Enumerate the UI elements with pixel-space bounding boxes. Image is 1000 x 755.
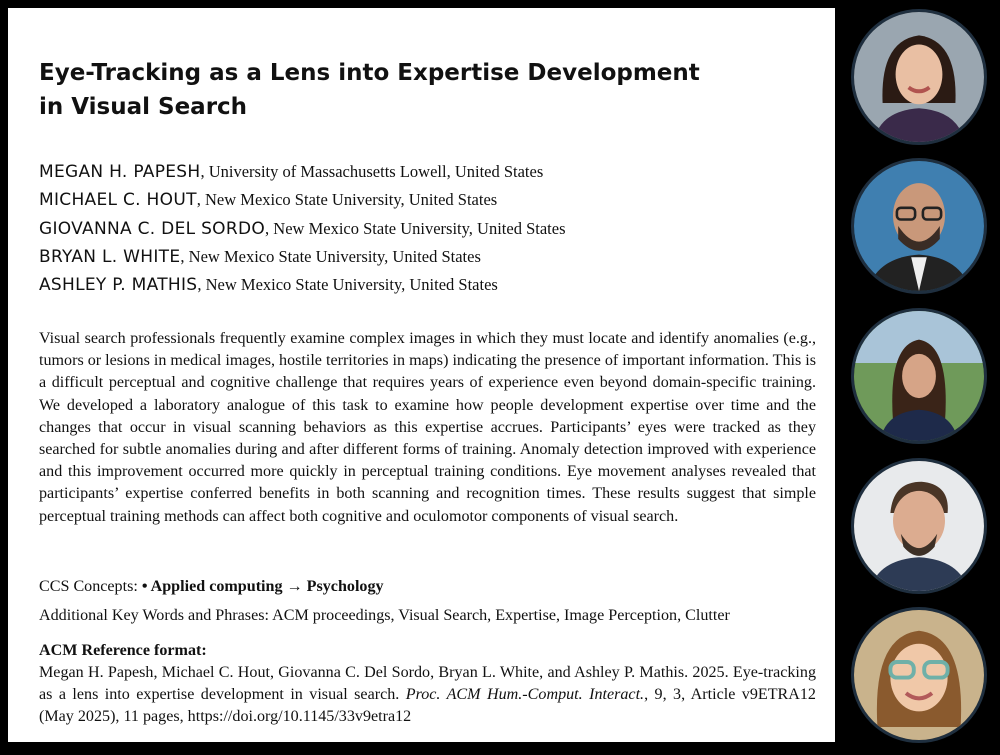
author-affiliation: , New Mexico State University, United States bbox=[265, 218, 566, 238]
author-name: GIOVANNA C. DEL SORDO bbox=[39, 218, 266, 239]
author-entry bbox=[39, 243, 819, 271]
title-line-1: Eye-Tracking as a Lens into Expertise Development bbox=[39, 60, 700, 86]
author-entry bbox=[39, 215, 819, 243]
reference-text bbox=[39, 662, 816, 729]
headshot-photo-3 bbox=[851, 308, 987, 444]
reference-heading: ACM Reference format: bbox=[39, 642, 207, 659]
author-entry bbox=[39, 186, 819, 214]
person-photo-icon bbox=[854, 161, 984, 291]
headshot-photo-1 bbox=[851, 9, 987, 145]
author-entry bbox=[39, 158, 819, 186]
person-photo-icon bbox=[854, 311, 984, 441]
reference-part-2: , 9, 3, Article v9ETRA12 (May 2025), 11 pages, https://doi.org/10.1145/33v9etra12 bbox=[39, 686, 816, 726]
reference-journal: Proc. ACM Hum.-Comput. Interact. bbox=[405, 686, 645, 704]
abstract-text: Visual search professionals frequently examine complex images in which they must locate and identify anomalies (e.g., tumors or lesions in medical images, hostile territories in maps) indicating the presence of important information. This is a difficult perceptual and cognitive challenge that requires years of experience even beyond domain-specific training. We developed a laboratory analogue of this task to examine how people development expertise over time and the changes that occur in visual scanning behaviors as this expertise accrues. Participants’ eyes were tracked as they searched for subtle anomalies during and after different forms of training. Anomaly detection improved with experience and this improvement occurred more quickly in perceptual training conditions. Eye movement analyses revealed that participants’ expertise conferred benefits in both scanning and recognition times. These results suggest that simple perceptual training methods can affect both cognitive and oculomotor components of visual search. bbox=[39, 330, 816, 525]
author-list bbox=[39, 158, 819, 299]
ccs-concepts bbox=[39, 578, 384, 596]
author-name: MICHAEL C. HOUT bbox=[39, 190, 197, 211]
paper-page bbox=[8, 8, 835, 742]
author-affiliation: , New Mexico State University, United States bbox=[197, 275, 498, 295]
keywords-line: Additional Key Words and Phrases: ACM proceedings, Visual Search, Expertise, Image Perception, Clutter bbox=[39, 607, 730, 624]
author-entry bbox=[39, 271, 819, 299]
person-photo-icon bbox=[854, 461, 984, 591]
reference-part-1: Megan H. Papesh, Michael C. Hout, Giovanna C. Del Sordo, Bryan L. White, and Ashley P. Mathis. 2025. Eye-tracking as a lens into expertise development in visual search. bbox=[39, 664, 816, 704]
headshot-photo-2 bbox=[851, 158, 987, 294]
person-photo-icon bbox=[854, 12, 984, 142]
author-name: ASHLEY P. MATHIS bbox=[39, 275, 198, 296]
ccs-label: CCS Concepts: bbox=[39, 578, 142, 595]
author-affiliation: , New Mexico State University, United States bbox=[180, 246, 481, 266]
paper-title bbox=[39, 56, 799, 124]
ccs-value: • Applied computing → Psychology bbox=[141, 578, 384, 595]
headshot-photo-4 bbox=[851, 458, 987, 594]
author-name: MEGAN H. PAPESH bbox=[39, 162, 201, 182]
author-name: BRYAN L. WHITE bbox=[39, 246, 181, 267]
title-line-2: in Visual Search bbox=[39, 94, 248, 120]
headshot-photo-5 bbox=[851, 607, 987, 743]
person-photo-icon bbox=[854, 610, 984, 740]
author-affiliation: , New Mexico State University, United States bbox=[196, 190, 498, 210]
author-affiliation: , University of Massachusetts Lowell, United States bbox=[200, 162, 544, 181]
